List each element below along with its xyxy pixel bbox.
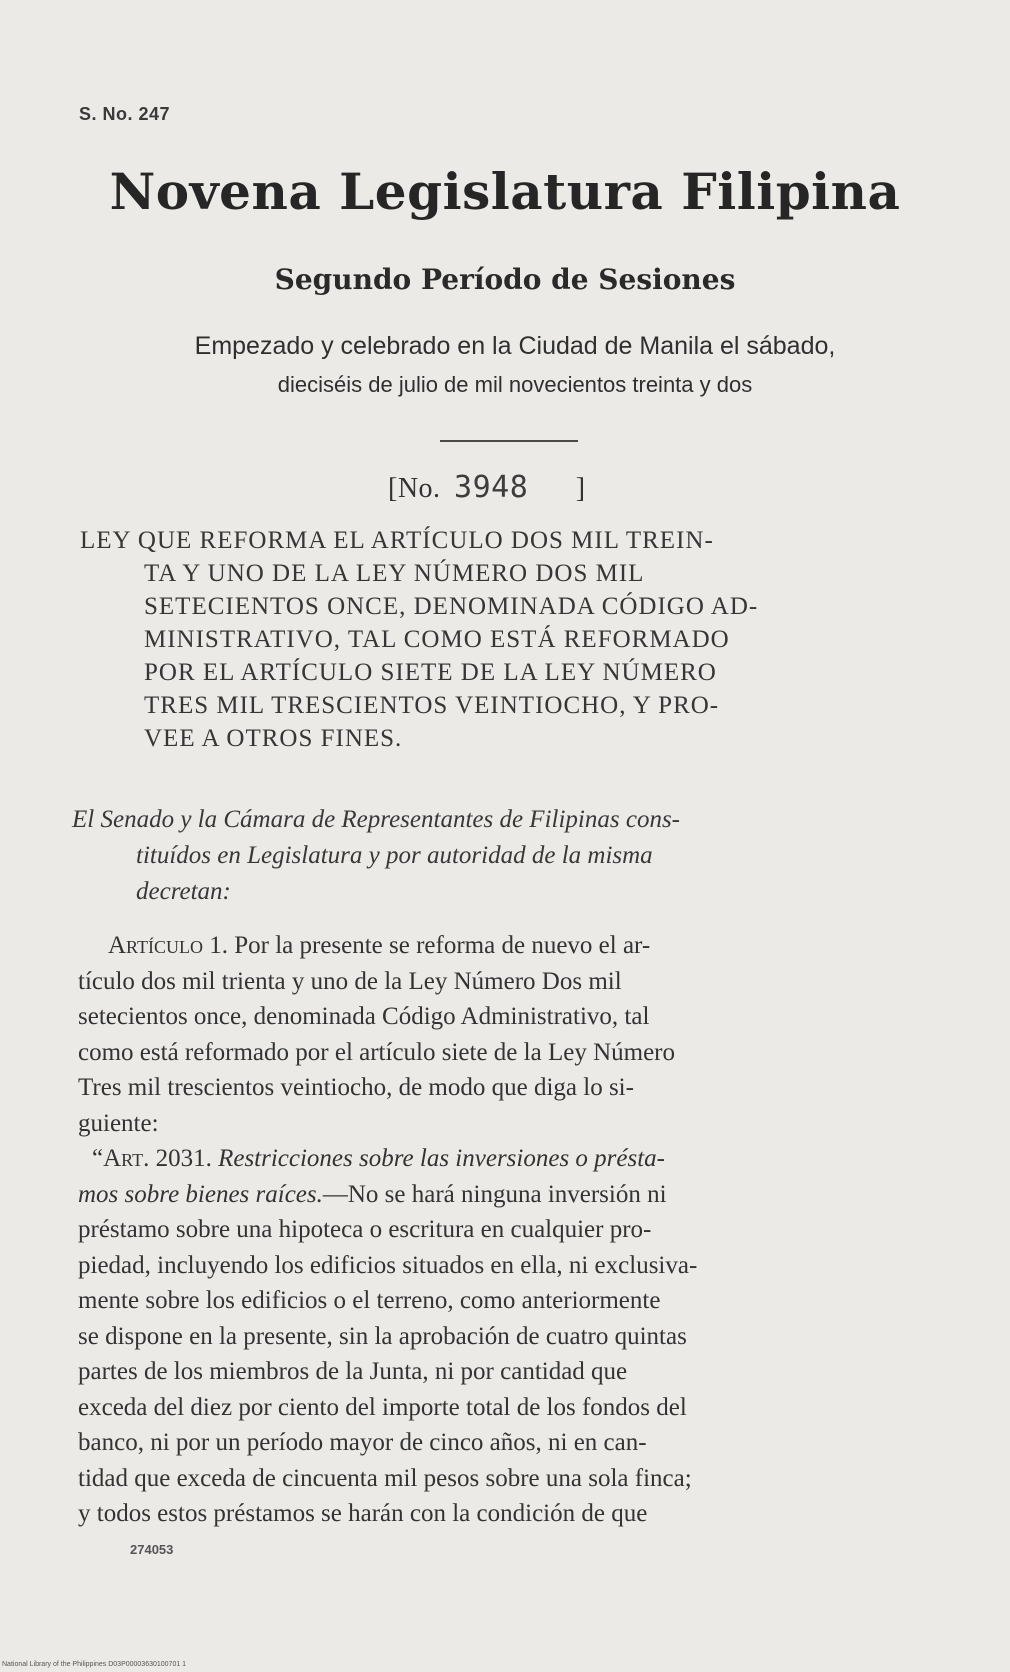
- intro-line-2: dieciséis de julio de mil novecientos treinta y dos: [277, 372, 753, 397]
- heading-line: SETECIENTOS ONCE, DENOMINADA CÓDIGO AD-: [144, 593, 759, 620]
- article-1-line: como está reformado por el artículo siete de la Ley Número: [78, 1038, 675, 1066]
- article-1-line: setecientos once, denominada Código Administrativo, tal: [78, 1003, 650, 1030]
- heading-line: TRES MIL TRESCIENTOS VEINTIOCHO, Y PRO-: [144, 692, 720, 719]
- art-2031-line: se dispone en la presente, sin la aprobación de cuatro quintas: [78, 1322, 687, 1350]
- art-2031-line: mente sobre los edificios o el terreno, como anteriormente: [78, 1287, 661, 1314]
- footer-code: 274053: [130, 1542, 174, 1557]
- scan-credit: National Library of the Philippines D03P00003630100701 1: [2, 1661, 187, 1668]
- enacting-clause: [72, 802, 922, 910]
- art-2031-line: tidad que exceda de cincuenta mil pesos sobre una sola finca;: [78, 1464, 692, 1492]
- art-2031-title-part-2: mos sobre bienes raíces.: [78, 1180, 323, 1208]
- art-2031-title-part-1: Restricciones sobre las inversiones o présta-: [211, 1145, 666, 1172]
- art-2031-text: —No se hará ninguna inversión ni: [322, 1180, 667, 1208]
- article-1-label: Artículo 1.: [108, 932, 228, 959]
- art-2031-line: banco, ni por un período mayor de cinco años, ni en can-: [78, 1429, 647, 1456]
- art-2031-second-line: [78, 1177, 924, 1213]
- heading-line: TA Y UNO DE LA LEY NÚMERO DOS MIL: [144, 560, 645, 587]
- enacting-line: decretan:: [136, 878, 231, 905]
- law-number-prefix: [No.: [388, 473, 441, 504]
- body-text: [78, 928, 924, 1532]
- document-title: Novena Legislatura Filipina: [109, 162, 901, 221]
- law-number-suffix: ]: [575, 473, 586, 504]
- art-2031-line: exceda del diez por ciento del importe total de los fondos del: [78, 1393, 687, 1421]
- enacting-line: El Senado y la Cámara de Representantes de Filipinas cons-: [72, 806, 680, 833]
- law-number: [388, 470, 586, 505]
- heading-line: MINISTRATIVO, TAL COMO ESTÁ REFORMADO: [144, 626, 730, 653]
- article-1-line: Tres mil trescientos veintiocho, de modo que diga lo si-: [78, 1074, 634, 1101]
- law-heading: [80, 524, 920, 755]
- enacting-line: tituídos en Legislatura y por autoridad de la misma: [136, 842, 653, 869]
- article-1-text: Por la presente se reforma de nuevo el ar-: [227, 932, 651, 959]
- law-number-handwritten: 3948: [454, 470, 529, 505]
- heading-line: POR EL ARTÍCULO SIETE DE LA LEY NÚMERO: [144, 659, 717, 686]
- art-2031-label: “Art. 2031.: [92, 1145, 212, 1172]
- art-2031-line: préstamo sobre una hipoteca o escritura en cualquier pro-: [78, 1216, 652, 1243]
- heading-line: VEE A OTROS FINES.: [144, 725, 403, 752]
- heading-line: LEY QUE REFORMA EL ARTÍCULO DOS MIL TREIN-: [80, 527, 714, 554]
- article-1-line: tículo dos mil trienta y uno de la Ley Número Dos mil: [78, 967, 622, 995]
- art-2031-first-line: [78, 1141, 924, 1177]
- article-1-first-line: [78, 928, 924, 964]
- intro-line-1: Empezado y celebrado en la Ciudad de Manila el sábado,: [194, 332, 836, 360]
- art-2031-line: y todos estos préstamos se harán con la condición de que: [78, 1500, 648, 1527]
- session-subtitle: Segundo Período de Sesiones: [274, 263, 736, 296]
- document-id: S. No. 247: [79, 104, 171, 124]
- art-2031-line: piedad, incluyendo los edificios situados en ella, ni exclusiva-: [78, 1251, 698, 1279]
- art-2031-line: partes de los miembros de la Junta, ni por cantidad que: [78, 1358, 628, 1385]
- article-1-line: guiente:: [78, 1109, 159, 1137]
- divider-rule: [440, 440, 578, 442]
